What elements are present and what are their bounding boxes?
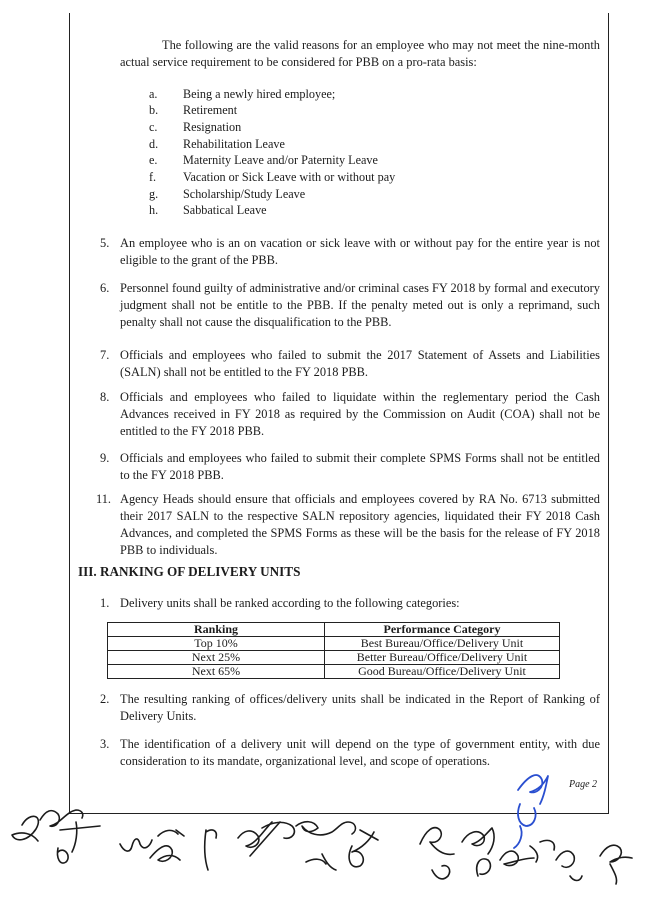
category-cell: Good Bureau/Office/Delivery Unit [325, 665, 560, 679]
blue-signature [514, 775, 548, 848]
signatures-image [0, 760, 666, 907]
category-cell: Better Bureau/Office/Delivery Unit [325, 651, 560, 665]
intro-paragraph: The following are the valid reasons for an employee who may not meet the nine-month actual service requirement to be considered for PBB on a pro-rata basis: [120, 38, 600, 69]
category-cell: Best Bureau/Office/Delivery Unit [325, 637, 560, 651]
table-header-row [108, 623, 560, 637]
ranking-cell: Top 10% [108, 637, 325, 651]
table-row [108, 637, 560, 651]
column-header: Ranking [108, 623, 325, 637]
column-header: Performance Category [325, 623, 560, 637]
page-number: Page 2 [569, 779, 598, 790]
table-row [108, 665, 560, 679]
black-signatures [12, 810, 632, 884]
ranking-cell: Next 25% [108, 651, 325, 665]
table-row [108, 651, 560, 665]
ranking-table [107, 622, 560, 679]
ranking-cell: Next 65% [108, 665, 325, 679]
section-heading: III. RANKING OF DELIVERY UNITS [78, 564, 301, 579]
